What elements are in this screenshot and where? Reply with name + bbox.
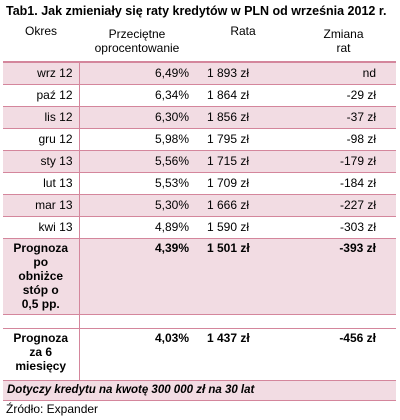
- cell-okres-forecast: [3, 238, 79, 314]
- cell-rate: 4,89%: [79, 216, 195, 238]
- forecast-label-line: Prognoza: [13, 240, 69, 255]
- cell-change: -303 zł: [291, 216, 396, 238]
- cell-change: -29 zł: [291, 84, 396, 106]
- column-header-change-line1: Zmiana: [323, 26, 364, 41]
- spacer-row: [3, 314, 396, 328]
- table-footnote-row: [3, 380, 396, 400]
- forecast-label-line: po: [33, 254, 49, 269]
- cell-okres: lis 12: [3, 106, 79, 128]
- forecast-label-line: Prognoza: [13, 330, 69, 345]
- forecast-label-line: za 6: [29, 344, 53, 359]
- rates-table: [3, 20, 396, 401]
- cell-rata: 1 666 zł: [195, 194, 291, 216]
- column-header-okres-text: Okres: [24, 24, 57, 38]
- cell-rata: 1 893 zł: [195, 62, 291, 84]
- cell-change: -393 zł: [291, 238, 396, 314]
- column-header-okres: [3, 20, 79, 62]
- cell-change: -456 zł: [291, 328, 396, 380]
- cell-okres: lut 13: [3, 172, 79, 194]
- column-header-rate-line2: oprocentowanie: [94, 40, 180, 55]
- cell-okres: kwi 13: [3, 216, 79, 238]
- column-header-rata-text: Rata: [230, 24, 256, 38]
- cell-rata: 1 856 zł: [195, 106, 291, 128]
- forecast-label-line: miesięcy: [15, 358, 67, 373]
- cell-okres: wrz 12: [3, 62, 79, 84]
- table-row: [3, 172, 396, 194]
- cell-change: nd: [291, 62, 396, 84]
- table-row: [3, 194, 396, 216]
- cell-okres: paź 12: [3, 84, 79, 106]
- table-row: [3, 84, 396, 106]
- cell-okres: mar 13: [3, 194, 79, 216]
- cell-change: -98 zł: [291, 128, 396, 150]
- table-footnote: Dotyczy kredytu na kwotę 300 000 zł na 30 lat: [3, 380, 396, 400]
- cell-rate: 5,56%: [79, 150, 195, 172]
- cell-change: -179 zł: [291, 150, 396, 172]
- forecast-row-six-months: [3, 328, 396, 380]
- column-header-change: [291, 20, 396, 62]
- cell-rata: 1 795 zł: [195, 128, 291, 150]
- column-header-change-line2: rat: [336, 40, 351, 55]
- cell-change: -227 zł: [291, 194, 396, 216]
- cell-rata: 1 590 zł: [195, 216, 291, 238]
- forecast-label-line: 0,5 pp.: [21, 296, 60, 311]
- cell-rate: 6,34%: [79, 84, 195, 106]
- cell-rate: 5,30%: [79, 194, 195, 216]
- forecast-label-line: stóp o: [22, 282, 59, 297]
- forecast-row-rate-cut: [3, 238, 396, 314]
- cell-change: -37 zł: [291, 106, 396, 128]
- table-row: [3, 150, 396, 172]
- cell-okres: sty 13: [3, 150, 79, 172]
- cell-rata: 1 715 zł: [195, 150, 291, 172]
- cell-rate: 5,53%: [79, 172, 195, 194]
- cell-rata: 1 709 zł: [195, 172, 291, 194]
- table-row: [3, 216, 396, 238]
- source-note: Źródło: Expander: [6, 402, 99, 416]
- table-title: Tab1. Jak zmieniały się raty kredytów w PLN od września 2012 r.: [6, 4, 387, 18]
- cell-rate: 5,98%: [79, 128, 195, 150]
- forecast-label-line: obniżce: [18, 268, 64, 283]
- cell-rate: 6,30%: [79, 106, 195, 128]
- cell-rate: 4,39%: [79, 238, 195, 314]
- cell-rata: 1 437 zł: [195, 328, 291, 380]
- table-header-row: [3, 20, 396, 62]
- cell-okres: gru 12: [3, 128, 79, 150]
- table-row: [3, 62, 396, 84]
- column-header-rate: [79, 20, 195, 62]
- cell-rate: 4,03%: [79, 328, 195, 380]
- column-header-rate-line1: Przeciętne: [108, 26, 166, 41]
- cell-change: -184 zł: [291, 172, 396, 194]
- cell-rata: 1 501 zł: [195, 238, 291, 314]
- table-row: [3, 128, 396, 150]
- cell-okres-forecast: [3, 328, 79, 380]
- cell-rate: 6,49%: [79, 62, 195, 84]
- column-header-rata: [195, 20, 291, 62]
- cell-rata: 1 864 zł: [195, 84, 291, 106]
- table-row: [3, 106, 396, 128]
